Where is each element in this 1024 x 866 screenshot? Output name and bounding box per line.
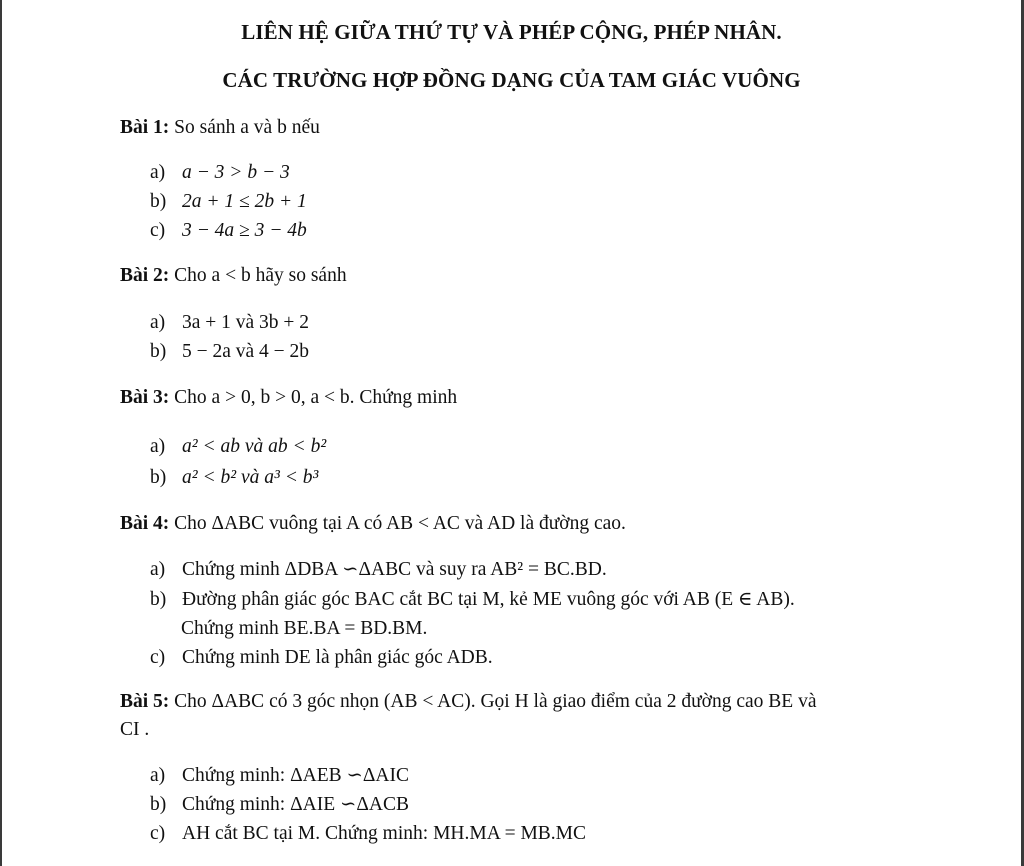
problem-statement: Cho ΔABC vuông tại A có AB < AC và AD là đường cao. xyxy=(174,513,626,534)
item-text: Đường phân giác góc BAC cắt BC tại M, kẻ ME vuông góc với AB (E ∈ AB). xyxy=(182,589,795,610)
item-text: 3 − 4a ≥ 3 − 4b xyxy=(182,220,307,241)
problem-label: Bài 1: xyxy=(120,117,170,138)
item-label: b) xyxy=(150,341,167,362)
item-text: 5 − 2a và 4 − 2b xyxy=(182,341,310,362)
item-text: Chứng minh: ΔAEB ∽ΔAIC xyxy=(182,765,409,786)
problem-label: Bài 4: xyxy=(120,513,170,534)
problem-2-heading xyxy=(120,264,347,288)
problem-1-item-a xyxy=(150,161,290,185)
problem-5-item-c xyxy=(150,822,586,846)
item-label: b) xyxy=(150,191,167,212)
problem-1-item-b xyxy=(150,190,307,214)
problem-4-item-b xyxy=(150,588,795,612)
problem-statement: So sánh a và b nếu xyxy=(174,117,320,138)
item-label: c) xyxy=(150,220,166,241)
item-label: c) xyxy=(150,823,166,844)
problem-2-item-b xyxy=(150,340,309,364)
problem-4-item-b-continuation: Chứng minh BE.BA = BD.BM. xyxy=(181,618,428,639)
item-label: a) xyxy=(150,559,166,580)
problem-1-heading xyxy=(120,116,320,140)
problem-3-heading xyxy=(120,386,457,410)
problem-5-item-a xyxy=(150,764,409,788)
problem-5-item-b xyxy=(150,793,409,817)
item-text: Chứng minh: ΔAIE ∽ΔACB xyxy=(182,794,409,815)
item-text: 3a + 1 và 3b + 2 xyxy=(182,312,310,333)
item-text: 2a + 1 ≤ 2b + 1 xyxy=(182,191,307,212)
problem-statement: Cho a > 0, b > 0, a < b. Chứng minh xyxy=(174,387,458,408)
item-text: a − 3 > b − 3 xyxy=(182,162,290,183)
problem-4-item-a xyxy=(150,558,607,582)
problem-5-statement-continuation: CI . xyxy=(120,719,150,740)
item-text: Chứng minh DE là phân giác góc ADB. xyxy=(182,647,493,668)
document-page xyxy=(2,0,1021,866)
item-label: a) xyxy=(150,312,166,333)
item-label: a) xyxy=(150,765,166,786)
document-title-line-2: CÁC TRƯỜNG HỢP ĐỒNG DẠNG CỦA TAM GIÁC VUÔNG xyxy=(222,68,801,92)
item-label: a) xyxy=(150,162,166,183)
problem-label: Bài 5: xyxy=(120,691,170,712)
problem-1-item-c xyxy=(150,219,307,243)
document-title-line-1: LIÊN HỆ GIỮA THỨ TỰ VÀ PHÉP CỘNG, PHÉP NHÂN. xyxy=(241,20,782,44)
item-text: Chứng minh ΔDBA ∽ΔABC và suy ra AB² = BC.BD. xyxy=(182,559,607,580)
item-text: a² < b² và a³ < b³ xyxy=(182,467,319,488)
item-text: AH cắt BC tại M. Chứng minh: MH.MA = MB.MC xyxy=(182,823,587,844)
item-label: b) xyxy=(150,589,167,610)
problem-3-item-a xyxy=(150,435,326,459)
problem-4-item-c xyxy=(150,646,493,670)
problem-4-heading xyxy=(120,512,626,536)
item-label: a) xyxy=(150,436,166,457)
item-text: a² < ab và ab < b² xyxy=(182,436,327,457)
item-label: c) xyxy=(150,647,166,668)
problem-2-item-a xyxy=(150,311,309,335)
problem-label: Bài 3: xyxy=(120,387,170,408)
item-label: b) xyxy=(150,467,167,488)
problem-statement: Cho a < b hãy so sánh xyxy=(174,265,347,286)
problem-5-heading xyxy=(120,690,817,714)
problem-statement: Cho ΔABC có 3 góc nhọn (AB < AC). Gọi H là giao điểm của 2 đường cao BE và xyxy=(174,691,817,712)
problem-3-item-b xyxy=(150,466,318,490)
problem-label: Bài 2: xyxy=(120,265,170,286)
item-label: b) xyxy=(150,794,167,815)
